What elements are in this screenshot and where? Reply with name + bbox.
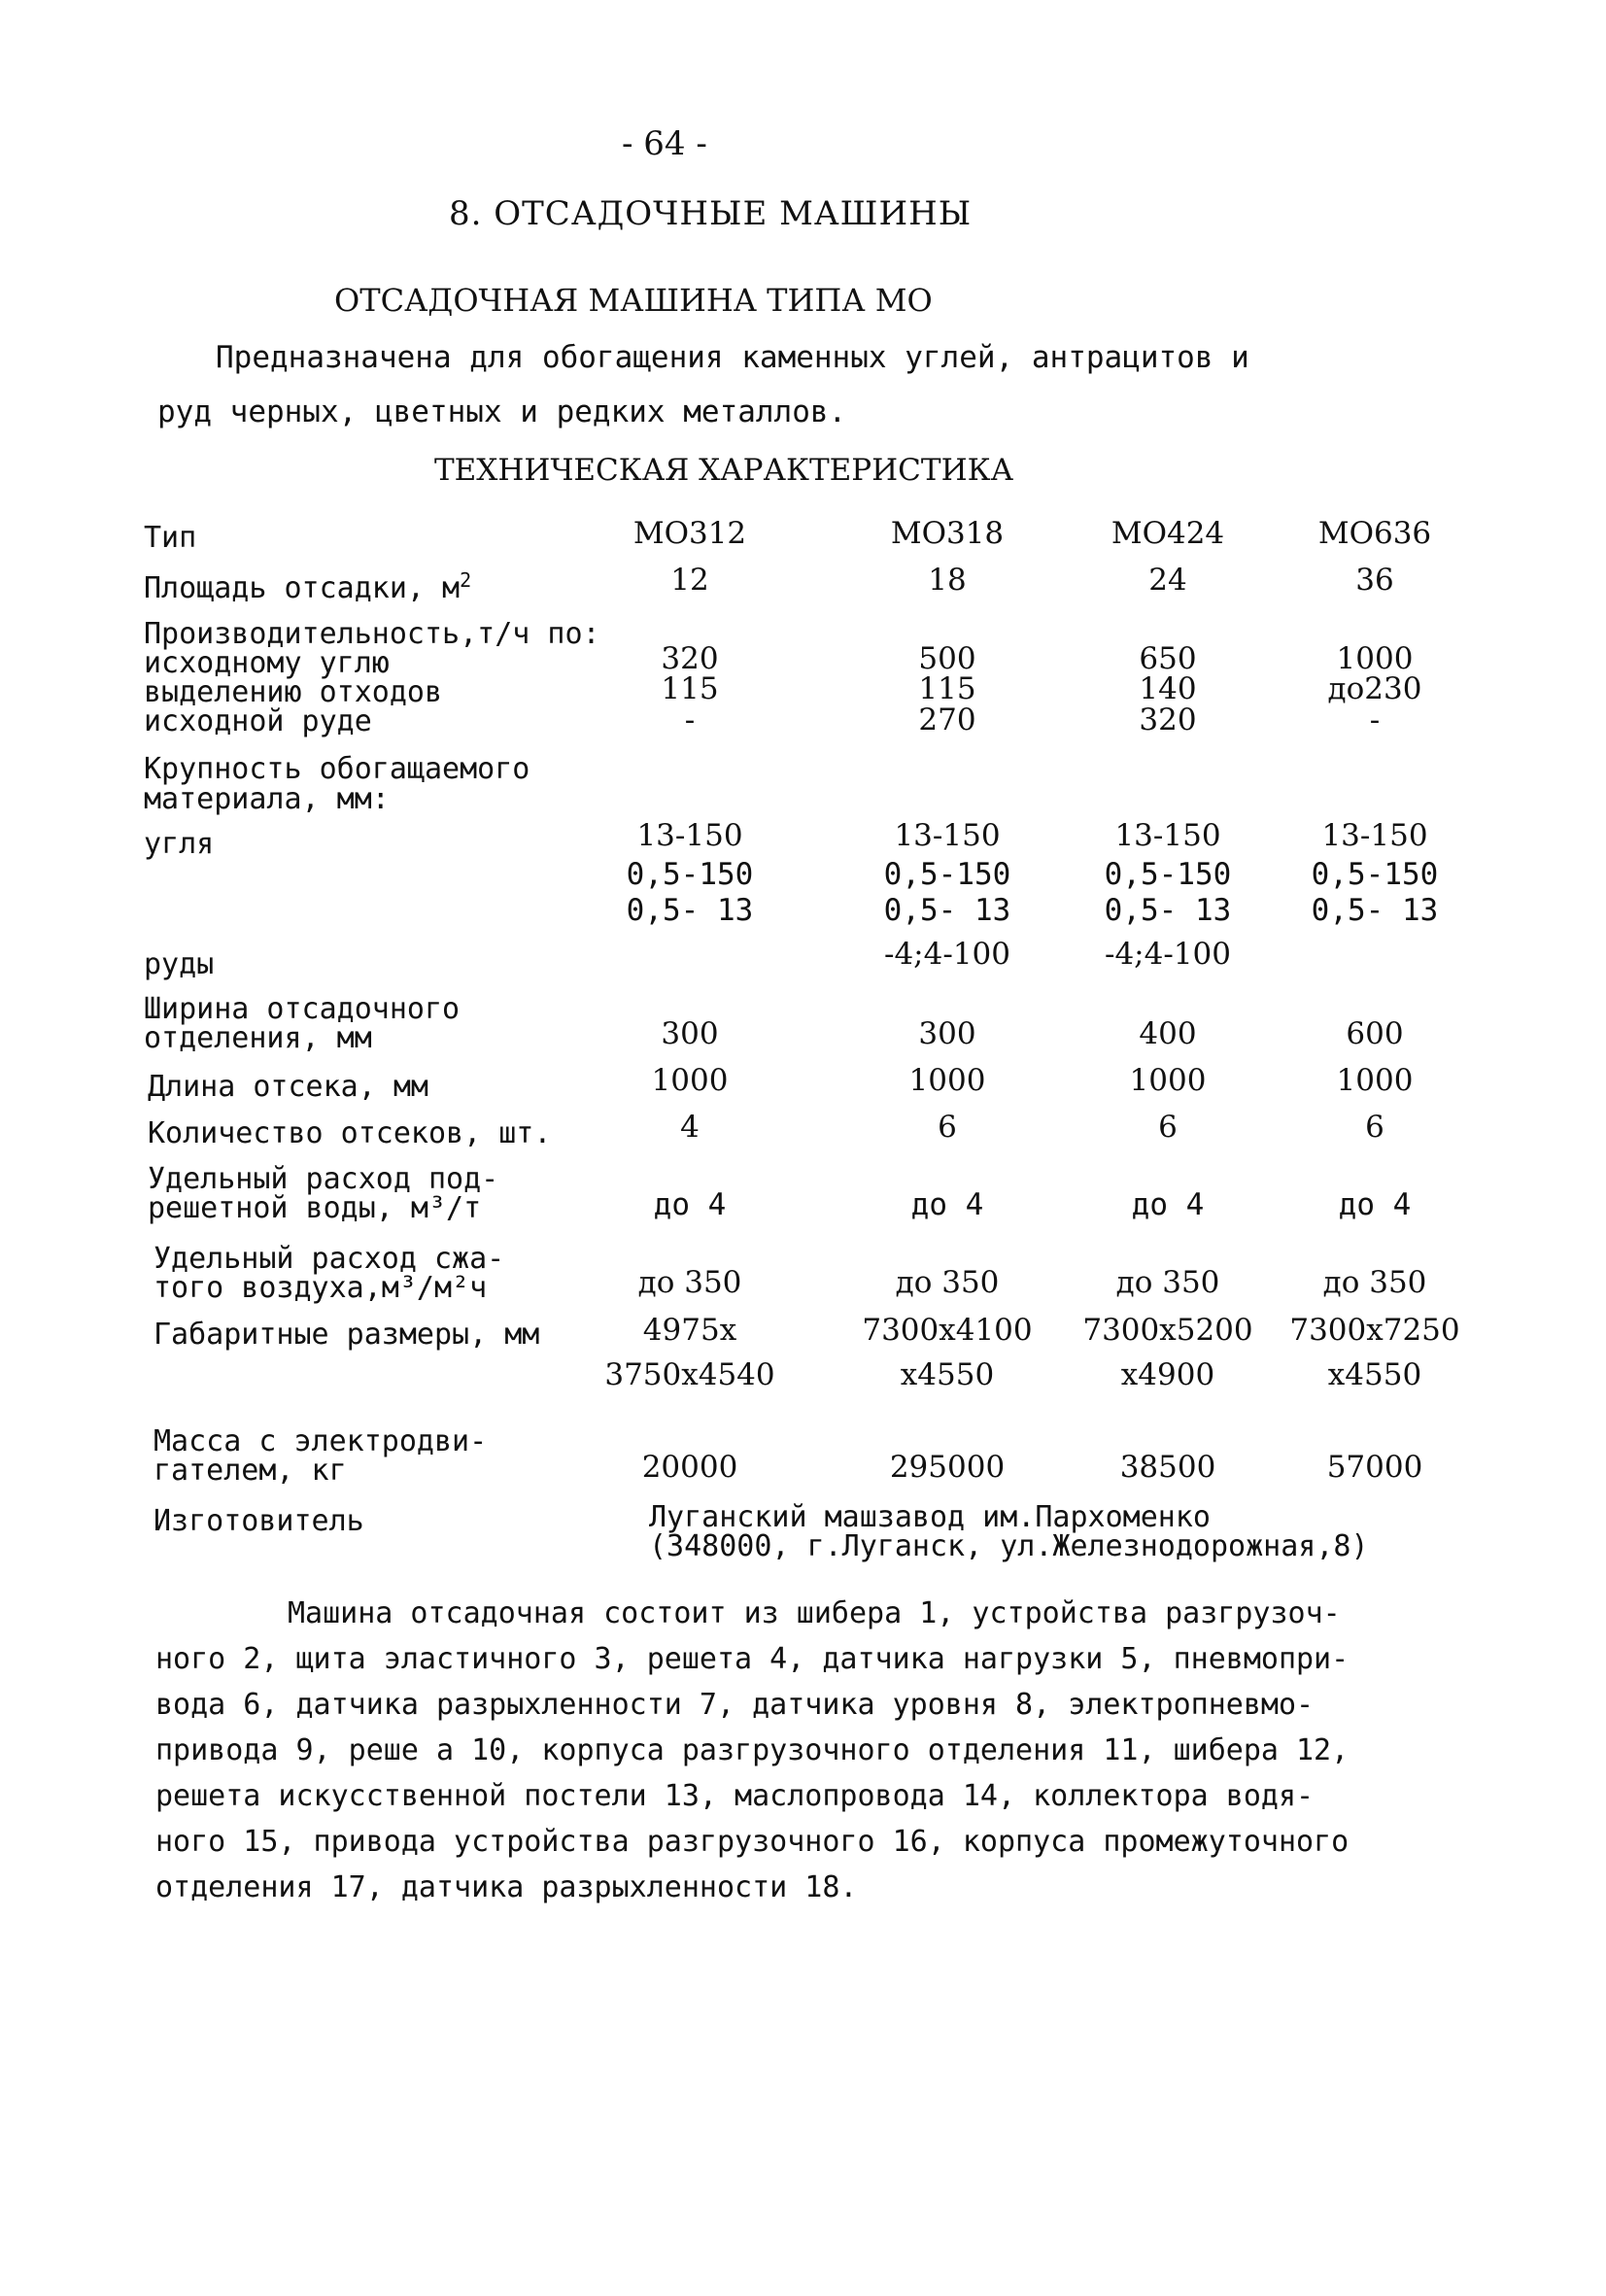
prod-ore-cell: - [684,703,696,737]
coal-size-cell: 13-150 [894,818,1001,853]
model-cell: МО636 [1317,516,1432,551]
dims-cell: 7300x4100 [862,1313,1033,1348]
ore-label: руды [144,947,215,981]
width-label-1: Ширина отсадочного [144,992,461,1026]
mass-cell: 38500 [1119,1450,1216,1485]
description-line: Машина отсадочная состоит из шибера 1, устройства разгрузоч- [288,1596,1341,1630]
description-line: отделения 17, датчика разрыхленности 18. [155,1870,858,1904]
page-number: - 64 - [622,124,707,163]
model-cell: МО318 [890,516,1005,551]
ore-size-cell: -4;4-100 [1104,937,1231,972]
width-cell: 300 [918,1016,976,1051]
dims-cell: x4550 [1327,1357,1422,1392]
coal-label: угля [144,827,215,861]
area-label-sup: 2 [460,568,472,592]
coal-size-cell: 0,5- 13 [883,893,1011,928]
prod-ore-label: исходной руде [144,704,372,738]
coal-size-cell: 13-150 [636,818,743,853]
count-cell: 4 [680,1110,700,1145]
model-cell: МО424 [1111,516,1225,551]
area-cell: 12 [670,563,709,598]
area-cell: 18 [928,563,967,598]
air-cell: до 350 [1322,1265,1427,1300]
width-cell: 600 [1346,1016,1404,1051]
description-line: ного 15, привода устройства разгрузочного 16, корпуса промежуточного [155,1825,1350,1859]
size-label-2: материала, мм: [144,782,390,816]
description-line: вода 6, датчика разрыхленности 7, датчика уровня 8, электропневмо- [155,1688,1315,1722]
maker-address: (348000, г.Луганск, ул.Железнодорожная,8) [649,1529,1369,1563]
prod-waste-label: выделению отходов [144,675,443,709]
spec-title: ТЕХНИЧЕСКАЯ ХАРАКТЕРИСТИКА [434,453,1014,488]
mass-label-1: Масса с электродви- [154,1424,488,1458]
type-label: Тип [144,521,197,555]
dims-cell: 3750x4540 [604,1357,775,1392]
intro-line-2: руд черных, цветных и редких металлов. [157,394,847,429]
water-label-2: решетной воды, м³/т [148,1191,482,1225]
mass-cell: 20000 [641,1450,738,1485]
width-label-2: отделения, мм [144,1021,372,1055]
description-line: решета искусственной постели 13, маслопровода 14, коллектора водя- [155,1779,1315,1813]
count-cell: 6 [938,1110,957,1145]
dims-cell: x4900 [1120,1357,1215,1392]
mass-cell: 295000 [889,1450,1006,1485]
description-line: привода 9, реше а 10, корпуса разгрузочного отделения 11, шибера 12, [155,1733,1350,1767]
dims-label: Габаритные размеры, мм [154,1318,540,1352]
coal-size-cell: 0,5- 13 [1104,893,1232,928]
water-cell: до 4 [1131,1187,1205,1222]
subsection-title: ОТСАДОЧНАЯ МАШИНА ТИПА МО [334,282,933,319]
prod-waste-cell: 140 [1139,671,1197,706]
prod-coal-cell: 650 [1139,641,1197,676]
area-cell: 36 [1355,563,1394,598]
prod-waste-cell: 115 [918,671,976,706]
area-label [144,568,472,605]
air-label-2: того воздуха,м³/м²ч [154,1271,488,1305]
model-cell: МО312 [632,516,747,551]
coal-size-cell: 13-150 [1114,818,1221,853]
length-cell: 1000 [1129,1063,1207,1098]
dims-cell: x4550 [900,1357,995,1392]
count-label: Количество отсеков, шт. [148,1116,552,1150]
area-label-text: Площадь отсадки, м [144,571,461,605]
prod-coal-cell: 320 [661,641,719,676]
length-cell: 1000 [1336,1063,1414,1098]
coal-size-cell: 13-150 [1321,818,1428,853]
prod-coal-label: исходному углю [144,646,390,680]
air-cell: до 350 [895,1265,1000,1300]
dims-cell: 7300x7250 [1289,1313,1460,1348]
mass-label-2: гателем, кг [154,1454,347,1488]
coal-size-cell: 0,5-150 [1104,857,1232,892]
coal-size-cell: 0,5- 13 [1311,893,1439,928]
water-label-1: Удельный расход под- [148,1162,499,1196]
intro-line-1: Предназначена для обогащения каменных углей, антрацитов и [216,340,1249,375]
prod-ore-cell: - [1369,703,1381,737]
width-cell: 400 [1139,1016,1197,1051]
count-cell: 6 [1365,1110,1384,1145]
length-label: Длина отсека, мм [148,1070,428,1104]
prod-ore-cell: 270 [918,703,976,737]
maker-label: Изготовитель [154,1504,364,1538]
description-line: ного 2, щита эластичного 3, решета 4, датчика нагрузки 5, пневмопри- [155,1642,1350,1676]
water-cell: до 4 [910,1187,984,1222]
prod-waste-cell: до230 [1327,671,1422,706]
productivity-label: Производительность,т/ч по: [144,617,600,651]
length-cell: 1000 [651,1063,729,1098]
prod-coal-cell: 500 [918,641,976,676]
air-cell: до 350 [1115,1265,1220,1300]
air-cell: до 350 [637,1265,742,1300]
prod-ore-cell: 320 [1139,703,1197,737]
coal-size-cell: 0,5-150 [1311,857,1439,892]
mass-cell: 57000 [1326,1450,1423,1485]
maker-name: Луганский машзавод им.Пархоменко [649,1500,1211,1534]
prod-coal-cell: 1000 [1336,641,1414,676]
coal-size-cell: 0,5- 13 [626,893,754,928]
water-cell: до 4 [653,1187,727,1222]
coal-size-cell: 0,5-150 [883,857,1011,892]
area-cell: 24 [1148,563,1187,598]
coal-size-cell: 0,5-150 [626,857,754,892]
width-cell: 300 [661,1016,719,1051]
section-title: 8. ОТСАДОЧНЫЕ МАШИНЫ [449,194,973,233]
prod-waste-cell: 115 [661,671,719,706]
length-cell: 1000 [908,1063,986,1098]
air-label-1: Удельный расход сжа- [154,1242,505,1276]
count-cell: 6 [1158,1110,1178,1145]
dims-cell: 7300x5200 [1082,1313,1253,1348]
size-label-1: Крупность обогащаемого [144,752,530,786]
ore-size-cell: -4;4-100 [883,937,1010,972]
dims-cell: 4975x [642,1313,737,1348]
water-cell: до 4 [1338,1187,1412,1222]
